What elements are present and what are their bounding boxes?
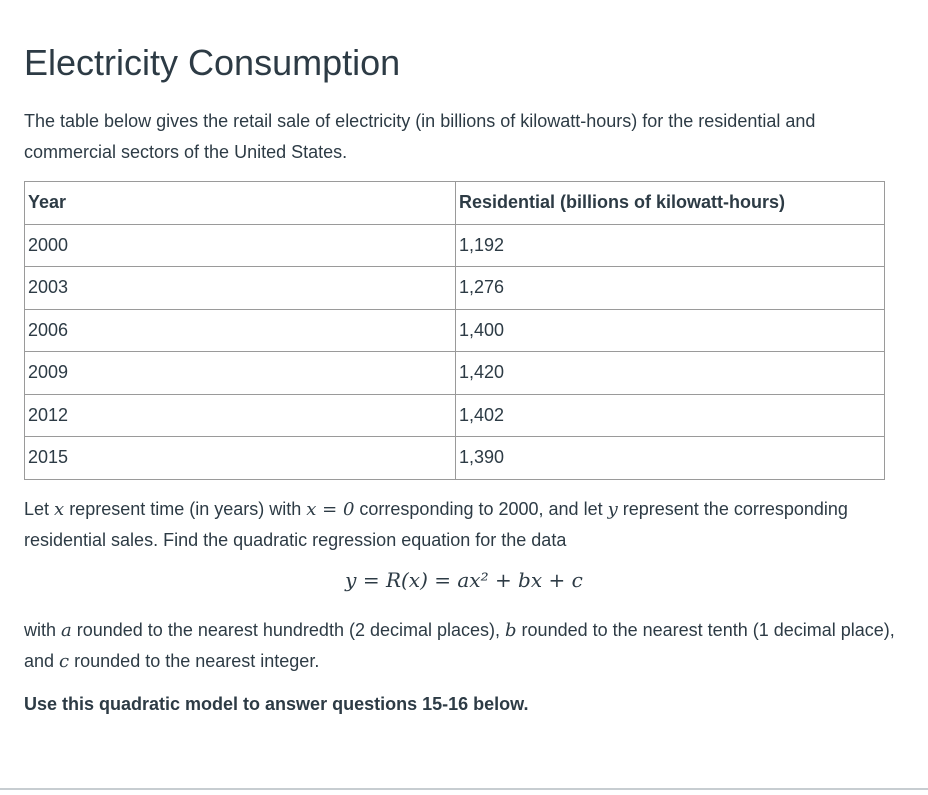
math-x: x (54, 499, 65, 520)
table-row (25, 224, 885, 267)
page-title: Electricity Consumption (24, 42, 401, 83)
year-cell: 2006 (25, 309, 456, 352)
year-cell: 2000 (25, 224, 456, 267)
math-x-equals-zero: x = 0 (306, 499, 355, 520)
residential-cell: 1,390 (456, 437, 885, 480)
header-residential: Residential (billions of kilowatt-hours) (456, 182, 885, 225)
residential-cell: 1,402 (456, 394, 885, 437)
table-row (25, 394, 885, 437)
regression-equation: y = R(x) = ax² + bx + c (345, 568, 583, 592)
table-row (25, 267, 885, 310)
year-cell: 2003 (25, 267, 456, 310)
residential-cell: 1,420 (456, 352, 885, 395)
table-row (25, 352, 885, 395)
intro-paragraph: The table below gives the retail sale of electricity (in billions of kilowatt-hours) for the residential and commercial sectors of the United States. (24, 111, 816, 162)
residential-cell: 1,400 (456, 309, 885, 352)
year-cell: 2009 (25, 352, 456, 395)
year-cell: 2015 (25, 437, 456, 480)
header-year: Year (25, 182, 456, 225)
bottom-divider (0, 788, 928, 790)
residential-cell: 1,276 (456, 267, 885, 310)
definition-paragraph: Let x represent time (in years) with x = 0 corresponding to 2000, and let y represent the corresponding residential sales. Find the quadratic regression equation for the data (24, 499, 848, 550)
data-table (24, 181, 885, 480)
math-b: b (505, 620, 517, 641)
rounding-paragraph: with a rounded to the nearest hundredth (2 decimal places), b rounded to the nearest tenth (1 decimal place), and c rounded to the nearest integer. (24, 620, 895, 672)
math-a: a (61, 620, 72, 641)
year-cell: 2012 (25, 394, 456, 437)
table-row (25, 309, 885, 352)
table-row (25, 437, 885, 480)
math-c: c (59, 651, 70, 672)
residential-cell: 1,192 (456, 224, 885, 267)
table-header-row (25, 182, 885, 225)
instruction-text: Use this quadratic model to answer questions 15-16 below. (24, 694, 529, 714)
math-y: y (607, 499, 618, 520)
